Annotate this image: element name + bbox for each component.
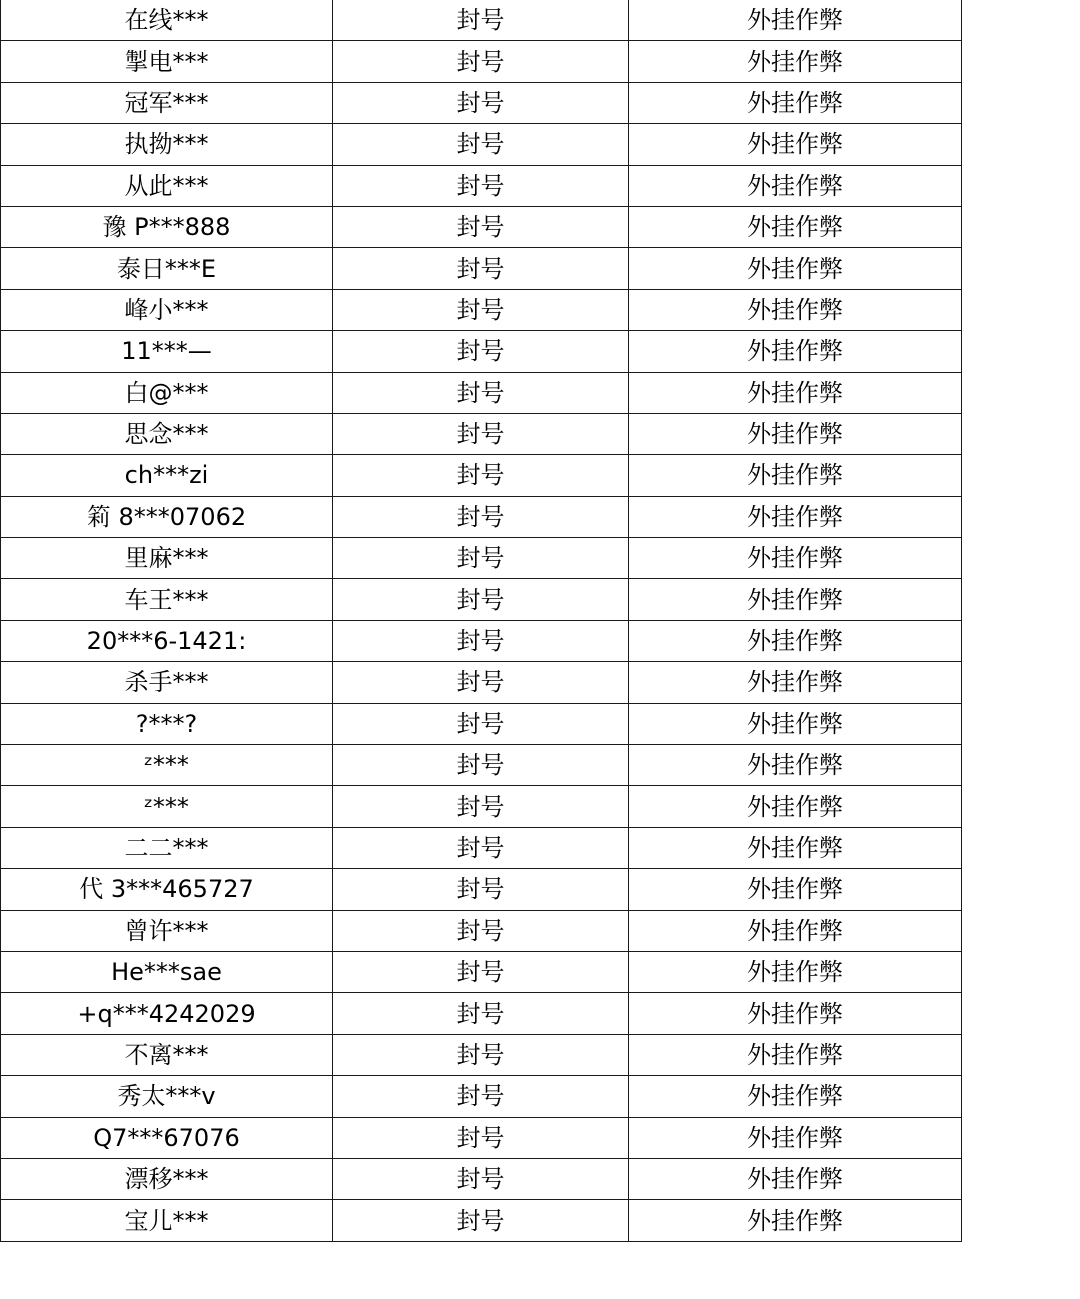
penalty-action-cell: 封号: [333, 910, 629, 951]
table-row: [1, 413, 962, 454]
table-row: [1, 496, 962, 537]
penalty-action-cell: 封号: [333, 455, 629, 496]
player-name-cell: 筣 8***07062: [1, 496, 333, 537]
table-row: [1, 703, 962, 744]
violation-reason-cell: 外挂作弊: [629, 1117, 962, 1158]
penalty-action-cell: 封号: [333, 289, 629, 330]
table-row: [1, 993, 962, 1034]
player-name-cell: 白@***: [1, 372, 333, 413]
penalty-action-cell: 封号: [333, 413, 629, 454]
violation-reason-cell: 外挂作弊: [629, 331, 962, 372]
player-name-cell: 代 3***465727: [1, 869, 333, 910]
player-name-cell: He***sae: [1, 951, 333, 992]
player-name-cell: 执拗***: [1, 124, 333, 165]
penalty-action-cell: 封号: [333, 579, 629, 620]
violation-reason-cell: 外挂作弊: [629, 372, 962, 413]
violation-reason-cell: 外挂作弊: [629, 82, 962, 123]
player-name-cell: 泰日***E: [1, 248, 333, 289]
violation-reason-cell: 外挂作弊: [629, 206, 962, 247]
table-row: [1, 662, 962, 703]
penalty-action-cell: 封号: [333, 331, 629, 372]
penalty-action-cell: 封号: [333, 165, 629, 206]
penalty-action-cell: 封号: [333, 538, 629, 579]
table-row: [1, 1034, 962, 1075]
table-row: [1, 1076, 962, 1117]
penalty-action-cell: 封号: [333, 1200, 629, 1241]
violation-reason-cell: 外挂作弊: [629, 1034, 962, 1075]
player-name-cell: 里麻***: [1, 538, 333, 579]
penalty-action-cell: 封号: [333, 1076, 629, 1117]
table-row: [1, 1117, 962, 1158]
player-name-cell: 峰小***: [1, 289, 333, 330]
violation-reason-cell: 外挂作弊: [629, 496, 962, 537]
table-row: [1, 579, 962, 620]
violation-reason-cell: 外挂作弊: [629, 579, 962, 620]
violation-reason-cell: 外挂作弊: [629, 1076, 962, 1117]
violation-reason-cell: 外挂作弊: [629, 703, 962, 744]
penalty-action-cell: 封号: [333, 82, 629, 123]
penalty-action-cell: 封号: [333, 662, 629, 703]
violation-reason-cell: 外挂作弊: [629, 413, 962, 454]
violation-reason-cell: 外挂作弊: [629, 1200, 962, 1241]
player-name-cell: ᶻ***: [1, 745, 333, 786]
player-name-cell: 思念***: [1, 413, 333, 454]
table-row: [1, 910, 962, 951]
table-row: [1, 165, 962, 206]
penalty-action-cell: 封号: [333, 951, 629, 992]
player-name-cell: 掣电***: [1, 41, 333, 82]
violation-reason-cell: 外挂作弊: [629, 910, 962, 951]
player-name-cell: 漂移***: [1, 1158, 333, 1199]
player-name-cell: 二二***: [1, 827, 333, 868]
player-name-cell: 宝儿***: [1, 1200, 333, 1241]
table-row: [1, 206, 962, 247]
player-name-cell: 11***—: [1, 331, 333, 372]
table-row: [1, 331, 962, 372]
penalty-action-cell: 封号: [333, 869, 629, 910]
table-row: [1, 745, 962, 786]
table-row: [1, 827, 962, 868]
player-name-cell: 曾许***: [1, 910, 333, 951]
player-name-cell: 豫 P***888: [1, 206, 333, 247]
table-row: [1, 82, 962, 123]
penalty-action-cell: 封号: [333, 0, 629, 41]
player-name-cell: Q7***67076: [1, 1117, 333, 1158]
table-row: [1, 124, 962, 165]
penalty-action-cell: 封号: [333, 786, 629, 827]
violation-reason-cell: 外挂作弊: [629, 993, 962, 1034]
player-name-cell: +q***4242029: [1, 993, 333, 1034]
violation-reason-cell: 外挂作弊: [629, 620, 962, 661]
violation-reason-cell: 外挂作弊: [629, 951, 962, 992]
violation-reason-cell: 外挂作弊: [629, 0, 962, 41]
table-row: [1, 372, 962, 413]
penalty-action-cell: 封号: [333, 372, 629, 413]
player-name-cell: 冠军***: [1, 82, 333, 123]
table-row: [1, 248, 962, 289]
penalty-action-cell: 封号: [333, 827, 629, 868]
table-row: [1, 41, 962, 82]
violation-reason-cell: 外挂作弊: [629, 745, 962, 786]
violation-reason-cell: 外挂作弊: [629, 662, 962, 703]
violation-reason-cell: 外挂作弊: [629, 124, 962, 165]
table-row: [1, 289, 962, 330]
table-row: [1, 951, 962, 992]
penalty-action-cell: 封号: [333, 248, 629, 289]
penalty-action-cell: 封号: [333, 703, 629, 744]
table-row: [1, 455, 962, 496]
violation-reason-cell: 外挂作弊: [629, 165, 962, 206]
table-row: [1, 1158, 962, 1199]
penalty-action-cell: 封号: [333, 41, 629, 82]
player-name-cell: 20***6-1421:: [1, 620, 333, 661]
player-name-cell: ᶻ***: [1, 786, 333, 827]
player-name-cell: 从此***: [1, 165, 333, 206]
player-name-cell: 秀太***v: [1, 1076, 333, 1117]
violation-reason-cell: 外挂作弊: [629, 538, 962, 579]
violation-reason-cell: 外挂作弊: [629, 41, 962, 82]
violation-reason-cell: 外挂作弊: [629, 289, 962, 330]
penalty-action-cell: 封号: [333, 620, 629, 661]
table-row: [1, 869, 962, 910]
penalty-action-cell: 封号: [333, 1117, 629, 1158]
violation-reason-cell: 外挂作弊: [629, 248, 962, 289]
penalty-action-cell: 封号: [333, 1158, 629, 1199]
penalty-action-cell: 封号: [333, 206, 629, 247]
table-row: [1, 538, 962, 579]
player-name-cell: 车王***: [1, 579, 333, 620]
penalty-action-cell: 封号: [333, 993, 629, 1034]
penalty-action-cell: 封号: [333, 745, 629, 786]
violation-reason-cell: 外挂作弊: [629, 869, 962, 910]
table-row: [1, 0, 962, 41]
player-name-cell: 不离***: [1, 1034, 333, 1075]
violation-reason-cell: 外挂作弊: [629, 827, 962, 868]
player-name-cell: 在线***: [1, 0, 333, 41]
table-row: [1, 786, 962, 827]
table-row: [1, 620, 962, 661]
penalty-table-body: [1, 0, 962, 1241]
penalty-action-cell: 封号: [333, 496, 629, 537]
player-name-cell: ?***?: [1, 703, 333, 744]
table-row: [1, 1200, 962, 1241]
player-name-cell: 杀手***: [1, 662, 333, 703]
violation-reason-cell: 外挂作弊: [629, 455, 962, 496]
violation-reason-cell: 外挂作弊: [629, 1158, 962, 1199]
player-name-cell: ch***zi: [1, 455, 333, 496]
penalty-action-cell: 封号: [333, 1034, 629, 1075]
penalty-action-cell: 封号: [333, 124, 629, 165]
violation-reason-cell: 外挂作弊: [629, 786, 962, 827]
